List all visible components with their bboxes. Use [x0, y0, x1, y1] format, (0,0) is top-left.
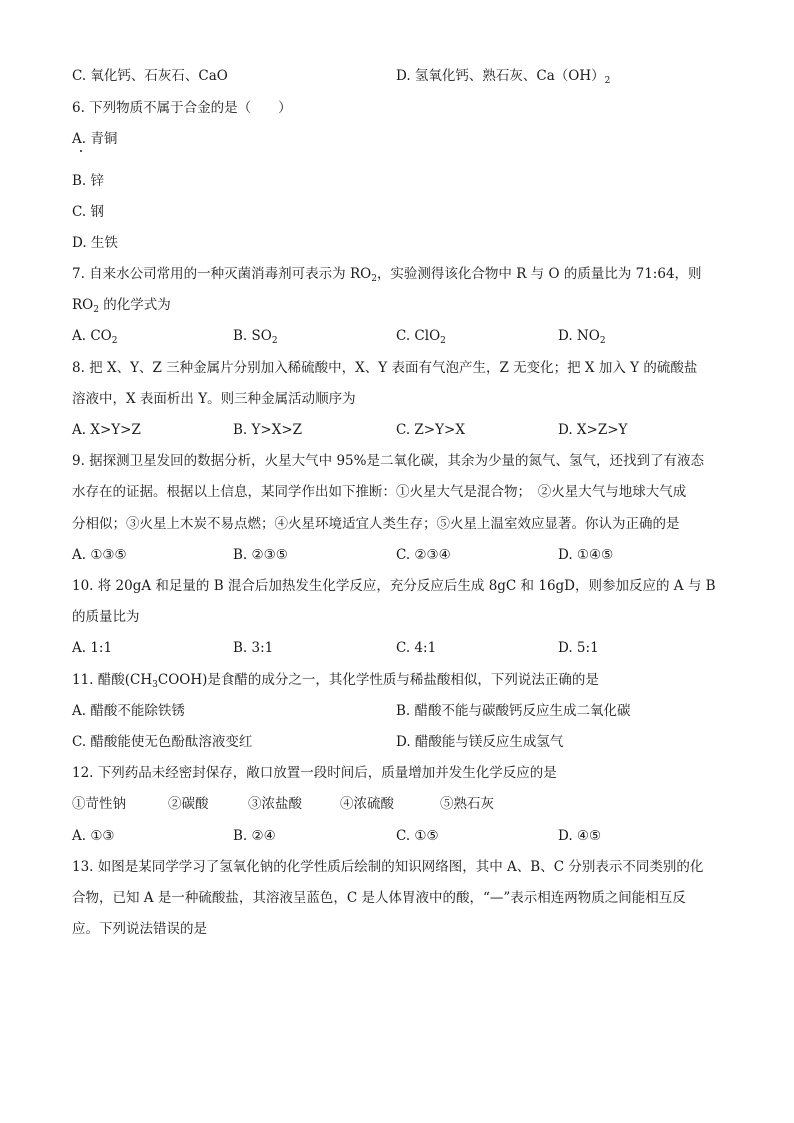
- q12-item-5: ⑤熟石灰: [440, 796, 494, 812]
- q11-option-b: B. 醋酸不能与碳酸钙反应生成二氧化碳: [396, 703, 631, 719]
- q9-stem-line3: 分相似；③火星上木炭不易点燃；④火星环境适宜人类生存；⑤火星上温室效应显著。你认为正确的是: [72, 516, 680, 532]
- q10-option-b: B. 3:1: [233, 640, 274, 656]
- q11-stem: 11. 醋酸$(CH_3COOH)$是食醋的成分之一，其化学性质与稀盐酸相似，下列说法正确的是: [72, 672, 599, 690]
- q9-stem-line1: 9. 据探测卫星发回的数据分析，火星大气中 95%是二氧化碳，其余为少量的氮气、氢气，还找到了有液态: [72, 453, 704, 469]
- q10-option-c: C. 4:1: [396, 640, 437, 656]
- q8-stem-line1: 8. 把 X、Y、Z 三种金属片分别加入稀硫酸中，X、Y 表面有气泡产生，Z 无变化；把 X 加入 Y 的硫酸盐: [72, 360, 698, 376]
- q9-stem-line2: 水存在的证据。根据以上信息，某同学作出如下推断：①火星大气是混合物； ②火星大气与地球大气成: [72, 484, 687, 500]
- q7-option-d: D. $NO_2$: [558, 328, 606, 346]
- q6-option-d: D. 生铁: [72, 235, 118, 251]
- q7-option-a: A. $CO_2$: [72, 328, 118, 346]
- q7-stem-line1: 7. 自来水公司常用的一种灭菌消毒剂可表示为 $RO_2$，实验测得该化合物中 R 与 O 的质量比为 71:64，则: [72, 266, 702, 284]
- q12-item-1: ①苛性钠: [72, 796, 126, 812]
- q11-option-c: C. 醋酸能使无色酚酞溶液变红: [72, 734, 253, 750]
- q8-stem-line2: 溶液中，X 表面析出 Y。则三种金属活动顺序为: [72, 391, 356, 407]
- q12-item-2: ②碳酸: [168, 796, 209, 812]
- q6-option-a: A. 青铜: [72, 131, 118, 147]
- scan-speck: [80, 150, 82, 152]
- q8-option-b: B. Y>X>Z: [233, 422, 303, 438]
- q12-stem: 12. 下列药品未经密封保存，敞口放置一段时间后，质量增加并发生化学反应的是: [72, 765, 557, 781]
- q12-option-c: C. ①⑤: [396, 828, 439, 844]
- q9-option-d: D. ①④⑤: [558, 547, 614, 563]
- q11-option-d: D. 醋酸能与镁反应生成氢气: [396, 734, 564, 750]
- q6-option-c: C. 钢: [72, 204, 104, 220]
- q9-option-c: C. ②③④: [396, 547, 451, 563]
- q8-option-a: A. X>Y>Z: [72, 422, 141, 438]
- q13-stem-line1: 13. 如图是某同学学习了氢氧化钠的化学性质后绘制的知识网络图，其中 A、B、C 分别表示不同类别的化: [72, 859, 704, 875]
- q12-option-b: B. ②④: [233, 828, 276, 844]
- q10-stem-line2: 的质量比为: [72, 609, 140, 625]
- q9-option-b: B. ②③⑤: [233, 547, 288, 563]
- q11-option-a: A. 醋酸不能除铁锈: [72, 703, 185, 719]
- q10-option-a: A. 1:1: [72, 640, 113, 656]
- q5-option-d: D. 氢氧化钙、熟石灰、$Ca(OH)_2$: [396, 68, 611, 86]
- q10-option-d: D. 5:1: [558, 640, 599, 656]
- q8-option-d: D. X>Z>Y: [558, 422, 628, 438]
- q12-option-d: D. ④⑤: [558, 828, 602, 844]
- q5-option-c: C. 氧化钙、石灰石、CaO: [72, 68, 228, 84]
- q6-stem: 6. 下列物质不属于合金的是（ ）: [72, 100, 292, 116]
- q13-stem-line2: 合物，已知 A 是一种硫酸盐，其溶液呈蓝色，C 是人体胃液中的酸，“—”表示相连两物质之间能相互反: [72, 890, 686, 906]
- q10-stem-line1: 10. 将 20gA 和足量的 B 混合后加热发生化学反应，充分反应后生成 8gC 和 16gD，则参加反应的 A 与 B: [72, 578, 716, 594]
- q6-option-b: B. 锌: [72, 173, 105, 189]
- q12-item-3: ③浓盐酸: [248, 796, 302, 812]
- q12-option-a: A. ①③: [72, 828, 115, 844]
- q13-stem-line3: 应。下列说法错误的是: [72, 921, 207, 937]
- q12-item-4: ④浓硫酸: [340, 796, 394, 812]
- q7-option-b: B. $SO_2$: [233, 328, 278, 346]
- q7-stem-line2: $RO_2$ 的化学式为: [72, 297, 171, 315]
- q7-option-c: C. ClO$_2$: [396, 328, 446, 346]
- q9-option-a: A. ①③⑤: [72, 547, 127, 563]
- q8-option-c: C. Z>Y>X: [396, 422, 465, 438]
